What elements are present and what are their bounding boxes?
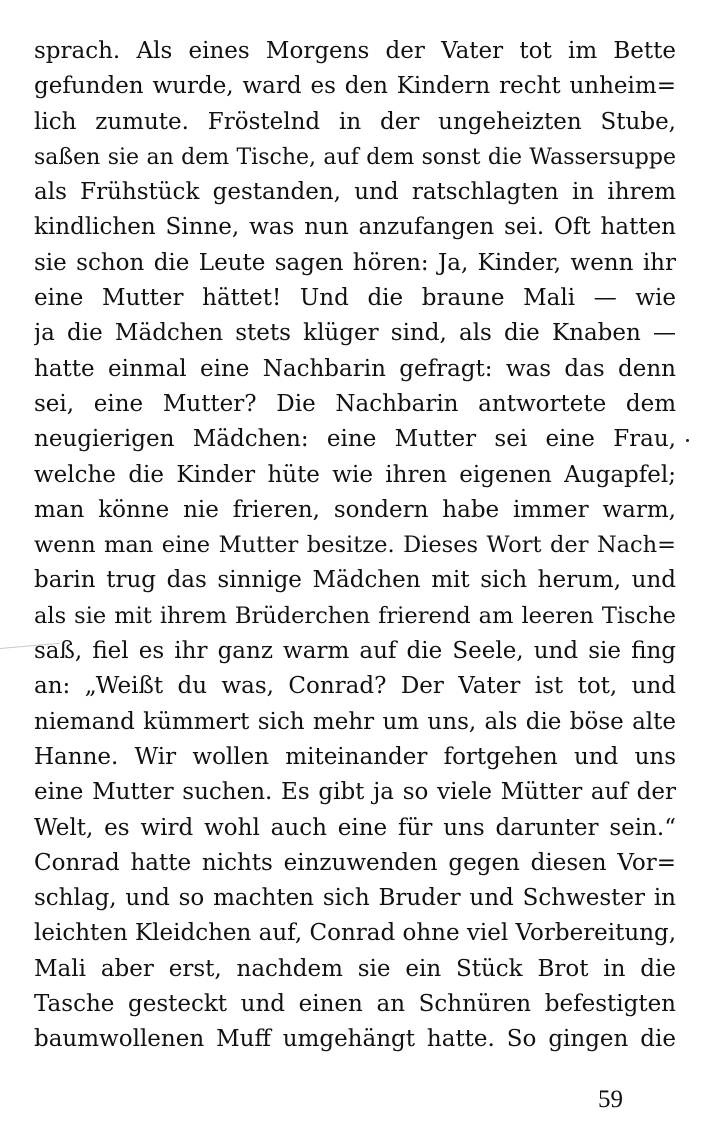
text-line: barin trug das sinnige Mädchen mit sich herum, und (34, 567, 676, 594)
text-line: man könne nie frieren, sondern habe immer warm, (34, 496, 676, 523)
text-line: neugierigen Mädchen: eine Mutter sei eine Frau, (34, 426, 676, 453)
text-line: leichten Kleidchen auf, Conrad ohne viel Vorbereitung, (34, 920, 676, 947)
text-line: sie schon die Leute sagen hören: Ja, Kinder, wenn ihr (34, 249, 676, 276)
text-line: als Frühstück gestanden, und ratschlagten in ihrem (34, 179, 676, 206)
body-text (34, 34, 676, 1058)
text-line: lich zumute. Fröstelnd in der ungeheizten Stube, (34, 108, 676, 135)
text-line: gefunden wurde, ward es den Kindern recht unheim= (34, 73, 676, 100)
text-line: eine Mutter hättet! Und die braune Mali — wie (34, 285, 676, 312)
text-line: sprach. Als eines Morgens der Vater tot im Bette (34, 38, 676, 64)
text-line: Conrad hatte nichts einzuwenden gegen diesen Vor= (34, 849, 676, 876)
text-line: wenn man eine Mutter besitze. Dieses Wort der Nach= (34, 532, 676, 559)
text-line: Hanne. Wir wollen miteinander fortgehen und uns (34, 743, 676, 770)
text-line: sei, eine Mutter? Die Nachbarin antwortete dem (34, 390, 676, 417)
text-line: saß, fiel es ihr ganz warm auf die Seele, und sie fing (34, 638, 676, 665)
text-line: an: „Weißt du was, Conrad? Der Vater ist tot, und (34, 673, 676, 700)
text-line: saßen sie an dem Tische, auf dem sonst die Wassersuppe (34, 144, 676, 170)
text-line: ja die Mädchen stets klüger sind, als die Knaben — (34, 320, 676, 347)
text-line: Welt, es wird wohl auch eine für uns darunter sein.“ (34, 814, 676, 841)
ink-speck (686, 439, 689, 442)
text-line: Mali aber erst, nachdem sie ein Stück Brot in die (34, 955, 676, 982)
text-line: hatte einmal eine Nachbarin gefragt: was das denn (34, 355, 676, 382)
text-line: als sie mit ihrem Brüderchen frierend am leeren Tische (34, 602, 676, 629)
text-line: kindlichen Sinne, was nun anzufangen sei. Oft hatten (34, 214, 676, 241)
text-line: schlag, und so machten sich Bruder und Schwester in (34, 885, 676, 912)
text-line: eine Mutter suchen. Es gibt ja so viele Mütter auf der (34, 779, 676, 806)
text-line: baumwollenen Muff umgehängt hatte. So gingen die (34, 1026, 676, 1053)
page-number: 59 (598, 1086, 623, 1113)
text-line: welche die Kinder hüte wie ihren eigenen Augapfel; (34, 461, 676, 488)
text-line: niemand kümmert sich mehr um uns, als die böse alte (34, 708, 676, 735)
text-line: Tasche gesteckt und einen an Schnüren befestigten (34, 991, 676, 1018)
